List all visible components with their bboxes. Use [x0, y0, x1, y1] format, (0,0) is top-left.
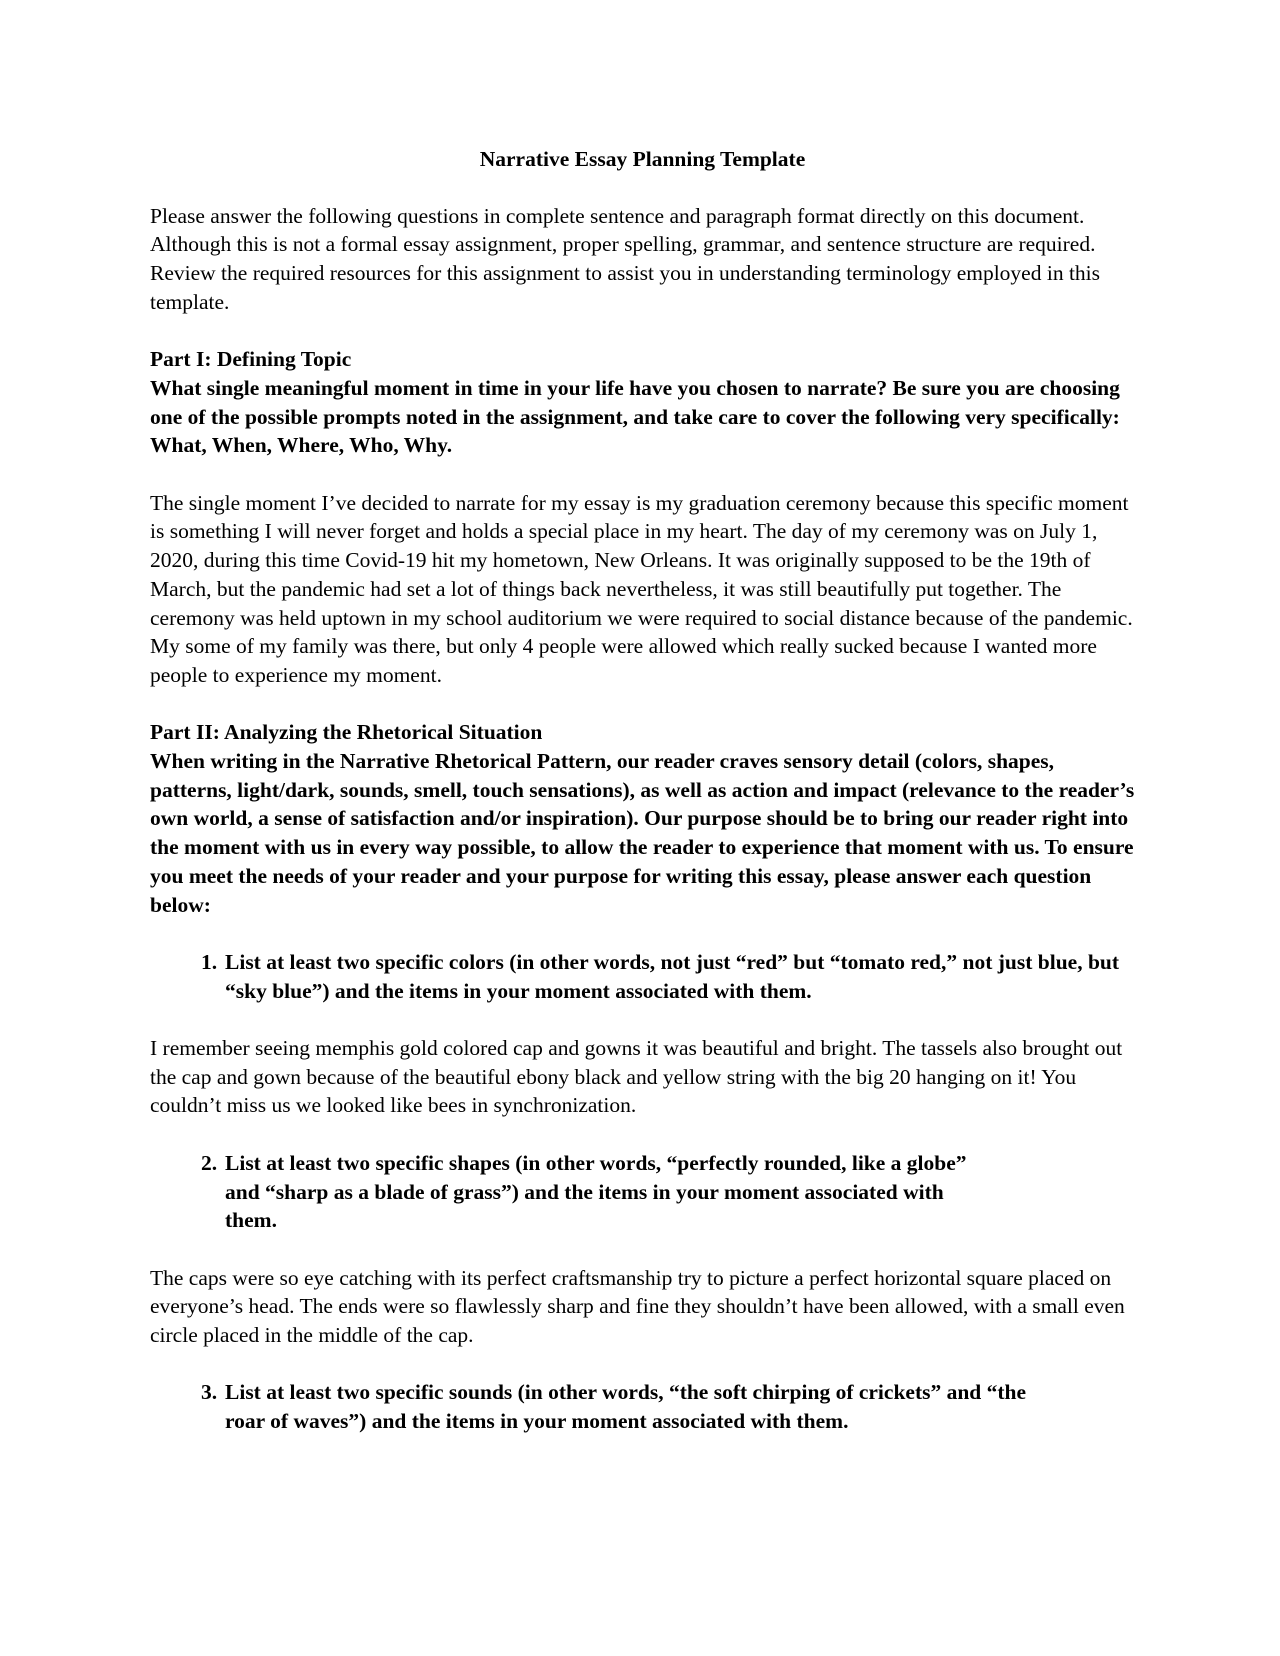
part2-heading: Part II: Analyzing the Rhetorical Situation: [150, 720, 543, 745]
question-answer-2: The caps were so eye catching with its perfect craftsmanship try to picture a perfect horizontal square placed on everyone’s head. The ends were so flawlessly sharp and fine they shouldn’t have been allowed, with a small even circle placed in the middle of the cap.: [150, 1265, 1125, 1348]
question-item-2: [150, 1149, 1135, 1235]
intro-paragraph: Please answer the following questions in complete sentence and paragraph format directly on this document. Although this is not a formal essay assignment, proper spelling, grammar, and sentence structure are required. Review the required resources for this assignment to assist you in understanding terminology employed in this template.: [150, 203, 1101, 314]
question-answer-1: I remember seeing memphis gold colored cap and gowns it was beautiful and bright. The tassels also brought out the cap and gown because of the beautiful ebony black and yellow string with the big 20 hanging on it! You couldn’t miss us we looked like bees in synchronization.: [150, 1036, 1123, 1118]
question-number-3: 3.: [201, 1380, 218, 1405]
question-text-3: List at least two specific sounds (in other words, “the soft chirping of crickets” and “the roar of waves”) and the items in your moment associated with them.: [225, 1380, 1027, 1434]
part2-prompt: When writing in the Narrative Rhetorical Pattern, our reader craves sensory detail (colors, shapes, patterns, light/dark, sounds, smell, touch sensations), as well as action and impact (relevance to the reader’s own world, a sense of satisfaction and/or inspiration). Our purpose should be to bring our reader right into the moment with us in every way possible, to allow the reader to experience that moment with us. To ensure you meet the needs of your reader and your purpose for writing this essay, please answer each question below:: [150, 749, 1135, 917]
question-text-1: List at least two specific colors (in other words, not just “red” but “tomato red,” not just blue, but “sky blue”) and the items in your moment associated with them.: [225, 949, 1120, 1003]
document-page: [150, 145, 1135, 1465]
question-list-1: [150, 948, 1135, 1005]
question-number-2: 2.: [201, 1150, 218, 1175]
document-title: Narrative Essay Planning Template: [479, 147, 806, 171]
question-item-3: [150, 1378, 1135, 1435]
part1-answer: The single moment I’ve decided to narrate for my essay is my graduation ceremony because this specific moment is something I will never forget and holds a special place in my heart. The day of my ceremony was on July 1, 2020, during this time Covid-19 hit my hometown, New Orleans. It was originally supposed to be the 19th of March, but the pandemic had set a lot of things back nevertheless, it was still beautifully put together. The ceremony was held uptown in my school auditorium we were required to social distance because of the pandemic. My some of my family was there, but only 4 people were allowed which really sucked because I wanted more people to experience my moment.: [150, 490, 1133, 687]
question-item-1: [150, 948, 1135, 1005]
part1-prompt: What single meaningful moment in time in your life have you chosen to narrate? Be sure you are choosing one of the possible prompts noted in the assignment, and take care to cover the following very specifically: What, When, Where, Who, Why.: [150, 375, 1120, 458]
part1-heading: Part I: Defining Topic: [150, 347, 352, 372]
question-list-2: [150, 1149, 1135, 1235]
question-number-1: 1.: [201, 949, 218, 974]
question-list-3: [150, 1378, 1135, 1435]
question-text-2: List at least two specific shapes (in other words, “perfectly rounded, like a globe” and “sharp as a blade of grass”) and the items in your moment associated with them.: [225, 1150, 967, 1233]
